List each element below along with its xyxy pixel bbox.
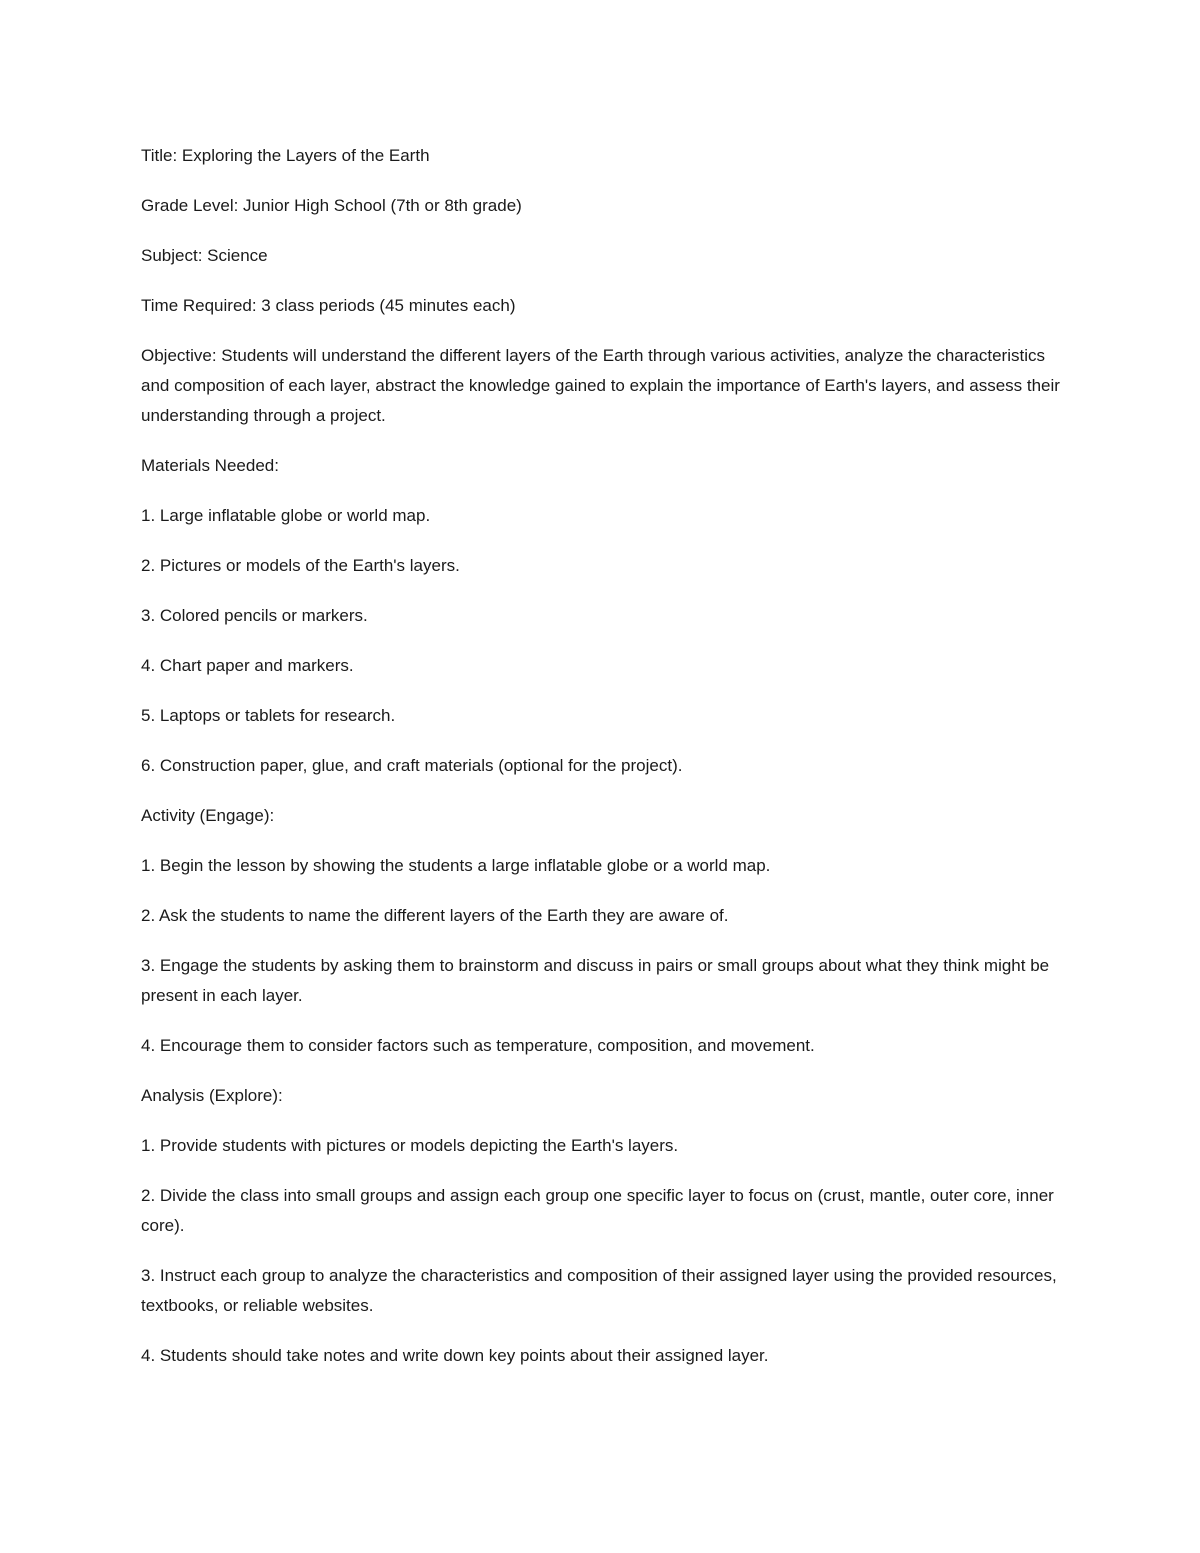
- materials-item: 2. Pictures or models of the Earth's layers.: [141, 556, 460, 575]
- objective: Objective: Students will understand the different layers of the Earth through various activities, analyze the characteristics and composition of each layer, abstract the knowledge gained to explain the importance of Earth's layers, and assess their understanding through a project.: [141, 346, 1060, 425]
- materials-item: 4. Chart paper and markers.: [141, 656, 354, 675]
- subject: Subject: Science: [141, 246, 268, 265]
- materials-item: 6. Construction paper, glue, and craft materials (optional for the project).: [141, 756, 683, 775]
- engage-step: 1. Begin the lesson by showing the students a large inflatable globe or a world map.: [141, 856, 771, 875]
- explore-step: 4. Students should take notes and write down key points about their assigned layer.: [141, 1346, 769, 1365]
- explore-step: 2. Divide the class into small groups and assign each group one specific layer to focus on (crust, mantle, outer core, inner core).: [141, 1186, 1054, 1235]
- document-body: [141, 141, 1061, 1391]
- engage-step: 4. Encourage them to consider factors such as temperature, composition, and movement.: [141, 1036, 815, 1055]
- explore-heading: Analysis (Explore):: [141, 1086, 283, 1105]
- materials-item: 5. Laptops or tablets for research.: [141, 706, 396, 725]
- explore-step: 1. Provide students with pictures or models depicting the Earth's layers.: [141, 1136, 679, 1155]
- lesson-title: Title: Exploring the Layers of the Earth: [141, 146, 430, 165]
- explore-step: 3. Instruct each group to analyze the characteristics and composition of their assigned layer using the provided resources, textbooks, or reliable websites.: [141, 1266, 1057, 1315]
- grade-level: Grade Level: Junior High School (7th or 8th grade): [141, 196, 522, 215]
- engage-step: 3. Engage the students by asking them to brainstorm and discuss in pairs or small groups about what they think might be present in each layer.: [141, 956, 1050, 1005]
- engage-heading: Activity (Engage):: [141, 806, 275, 825]
- materials-item: 3. Colored pencils or markers.: [141, 606, 368, 625]
- materials-item: 1. Large inflatable globe or world map.: [141, 506, 431, 525]
- time-required: Time Required: 3 class periods (45 minutes each): [141, 296, 516, 315]
- materials-heading: Materials Needed:: [141, 456, 279, 475]
- engage-step: 2. Ask the students to name the different layers of the Earth they are aware of.: [141, 906, 729, 925]
